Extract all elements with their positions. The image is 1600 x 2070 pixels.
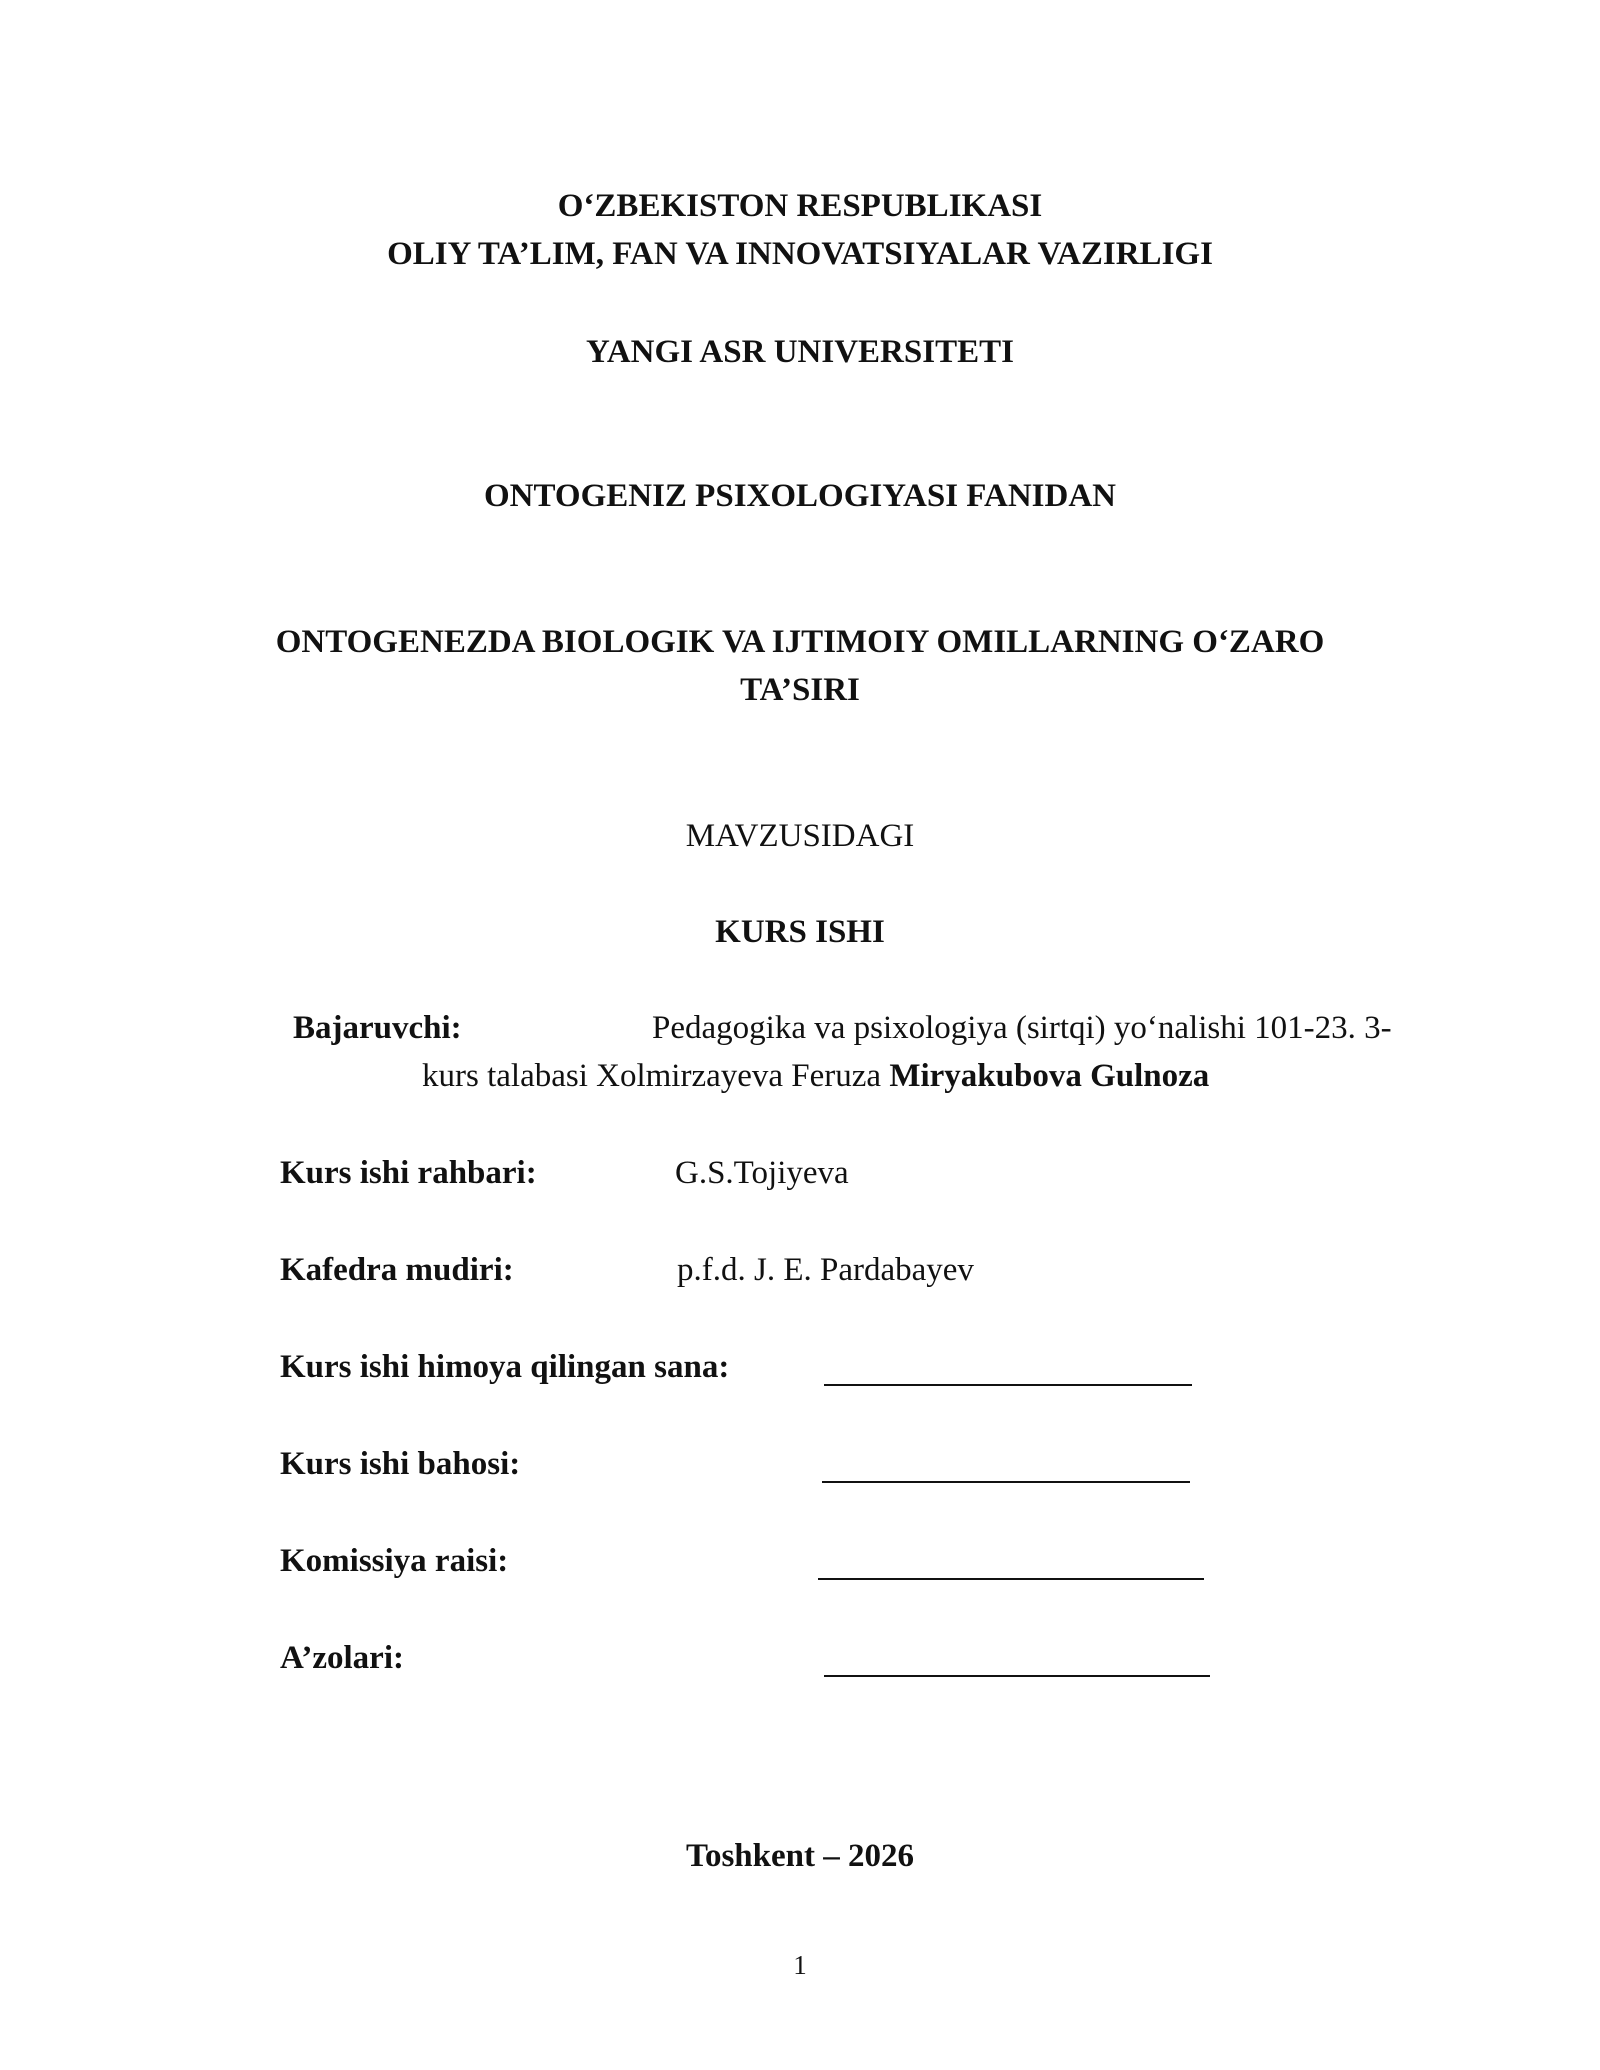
place-and-year: Toshkent – 2026 [685,1838,915,1874]
members-label: A’zolari: [280,1640,404,1676]
head-of-department-label: Kafedra mudiri: [280,1252,514,1288]
ministry-heading: OLIY TA’LIM, FAN VA INNOVATSIYALAR VAZIRLIGI [387,236,1213,272]
members-blank-line [824,1675,1210,1677]
head-of-department-value: p.f.d. J. E. Pardabayev [677,1252,974,1288]
grade-blank-line [822,1481,1190,1483]
grade-label: Kurs ishi bahosi: [280,1446,521,1482]
defense-date-label: Kurs ishi himoya qilingan sana: [280,1349,730,1385]
performer-label: Bajaruvchi: [293,1010,462,1046]
commission-chair-label: Komissiya raisi: [280,1543,509,1579]
topic-line-1: ONTOGENEZDA BIOLOGIK VA IJTIMOIY OMILLARNING O‘ZARO [275,624,1325,660]
page-number: 1 [793,1950,807,1980]
country-heading: O‘ZBEKISTON RESPUBLIKASI [557,188,1043,224]
topic-line-2: TA’SIRI [740,672,860,708]
university-heading: YANGI ASR UNIVERSITETI [586,334,1014,370]
performer-name: Miryakubova Gulnoza [889,1058,1210,1094]
performer-description-text: kurs talabasi Xolmirzayeva Feruza [422,1058,882,1094]
commission-chair-blank-line [818,1578,1204,1580]
supervisor-value: G.S.Tojiyeva [675,1155,849,1191]
topic-suffix: MAVZUSIDAGI [685,818,915,854]
performer-description-line-1: Pedagogika va psixologiya (sirtqi) yo‘nalishi 101-23. 3- [652,1010,1392,1046]
document-type: KURS ISHI [715,914,885,950]
supervisor-label: Kurs ishi rahbari: [280,1155,537,1191]
defense-date-blank-line [824,1384,1192,1386]
performer-description-line-2 [422,1058,1209,1095]
subject-heading: ONTOGENIZ PSIXOLOGIYASI FANIDAN [483,478,1117,514]
